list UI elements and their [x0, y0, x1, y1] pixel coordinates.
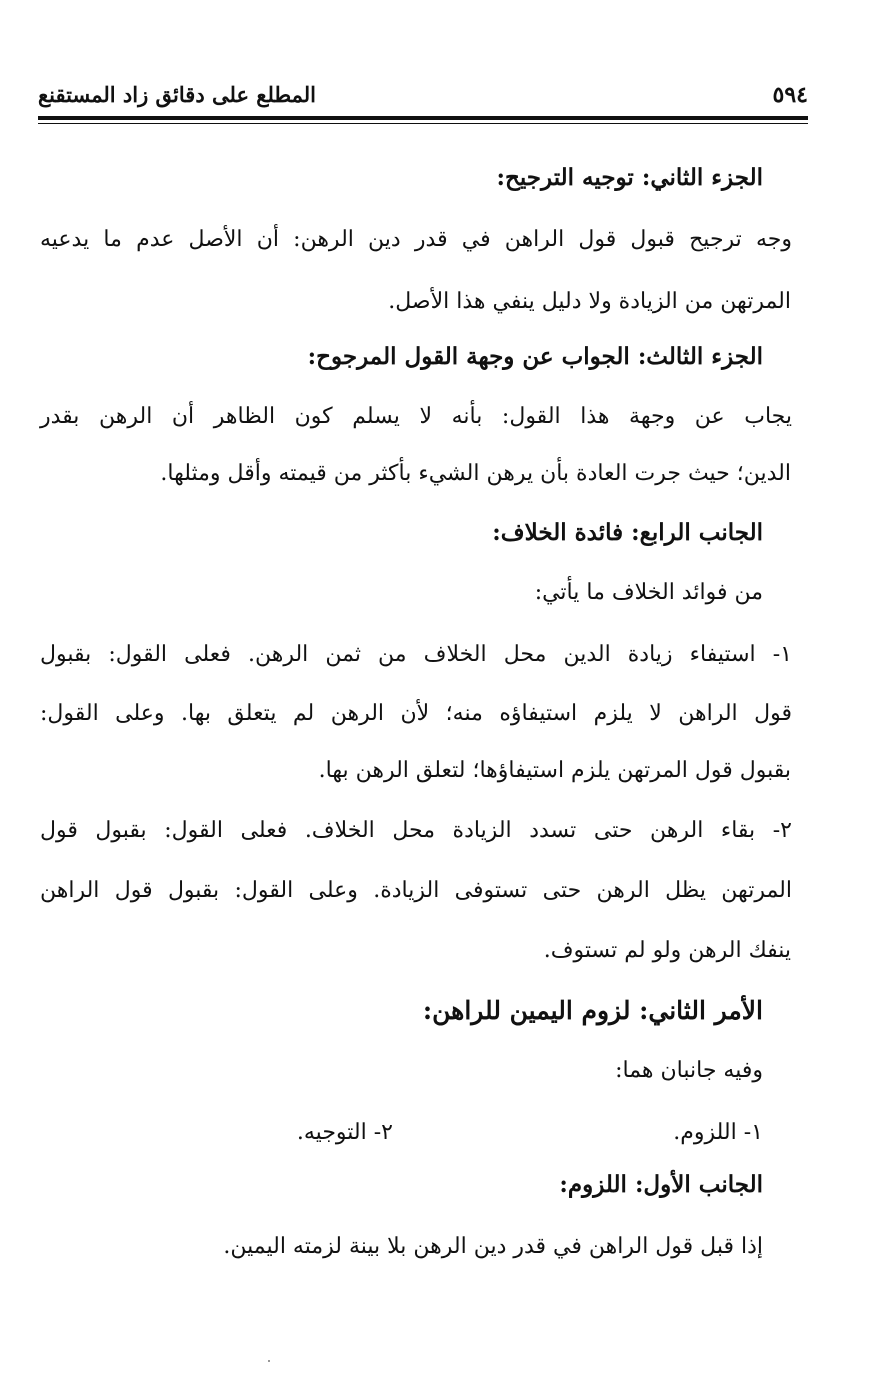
heading-aspect-one: الجانب الأول: اللزوم: — [559, 1171, 763, 1198]
paragraph-line: المرتهن من الزيادة ولا دليل ينفي هذا الأصل. — [388, 289, 791, 314]
page-header — [38, 78, 808, 112]
paragraph-line: وفيه جانبان هما: — [615, 1058, 763, 1083]
paragraph-line: وجه ترجيح قبول قول الراهن في قدر دين الرهن: أن الأصل عدم ما يدعيه — [40, 227, 792, 252]
header-rule-thick — [38, 116, 808, 120]
heading-matter-two: الأمر الثاني: لزوم اليمين للراهن: — [422, 996, 763, 1025]
paragraph-line: ٢- بقاء الرهن حتى تسدد الزيادة محل الخلاف. فعلى القول: بقبول قول — [40, 818, 792, 843]
paragraph-line: بقبول قول المرتهن يلزم استيفاؤها؛ لتعلق الرهن بها. — [318, 758, 791, 783]
list-item: ١- اللزوم. — [673, 1120, 763, 1145]
list-item: ٢- التوجيه. — [296, 1120, 393, 1145]
paragraph-line: الدين؛ حيث جرت العادة بأن يرهن الشيء بأكثر من قيمته وأقل ومثلها. — [160, 461, 791, 486]
page-number: ٥٩٤ — [772, 82, 808, 108]
paragraph-line: المرتهن يظل الرهن حتى تستوفى الزيادة. وعلى القول: بقبول قول الراهن — [40, 878, 792, 903]
paragraph-line: من فوائد الخلاف ما يأتي: — [534, 580, 763, 605]
paragraph-line: ينفك الرهن ولو لم تستوف. — [543, 938, 791, 963]
heading-aspect-four: الجانب الرابع: فائدة الخلاف: — [492, 519, 763, 546]
header-rule-thin — [38, 123, 808, 124]
paragraph-line: ١- استيفاء زيادة الدين محل الخلاف من ثمن الرهن. فعلى القول: بقبول — [40, 642, 792, 667]
heading-part-two: الجزء الثاني: توجيه الترجيح: — [496, 164, 763, 191]
running-title: المطلع على دقائق زاد المستقنع — [38, 82, 317, 107]
paragraph-line: قول الراهن لا يلزم استيفاؤه منه؛ لأن الرهن لم يتعلق بها. وعلى القول: — [40, 701, 792, 726]
speck — [268, 1360, 270, 1362]
paragraph-line: يجاب عن وجهة هذا القول: بأنه لا يسلم كون الظاهر أن الرهن بقدر — [40, 404, 792, 429]
paragraph-line: إذا قبل قول الراهن في قدر دين الرهن بلا بينة لزمته اليمين. — [223, 1234, 763, 1259]
heading-part-three: الجزء الثالث: الجواب عن وجهة القول المرجوح: — [307, 343, 763, 370]
